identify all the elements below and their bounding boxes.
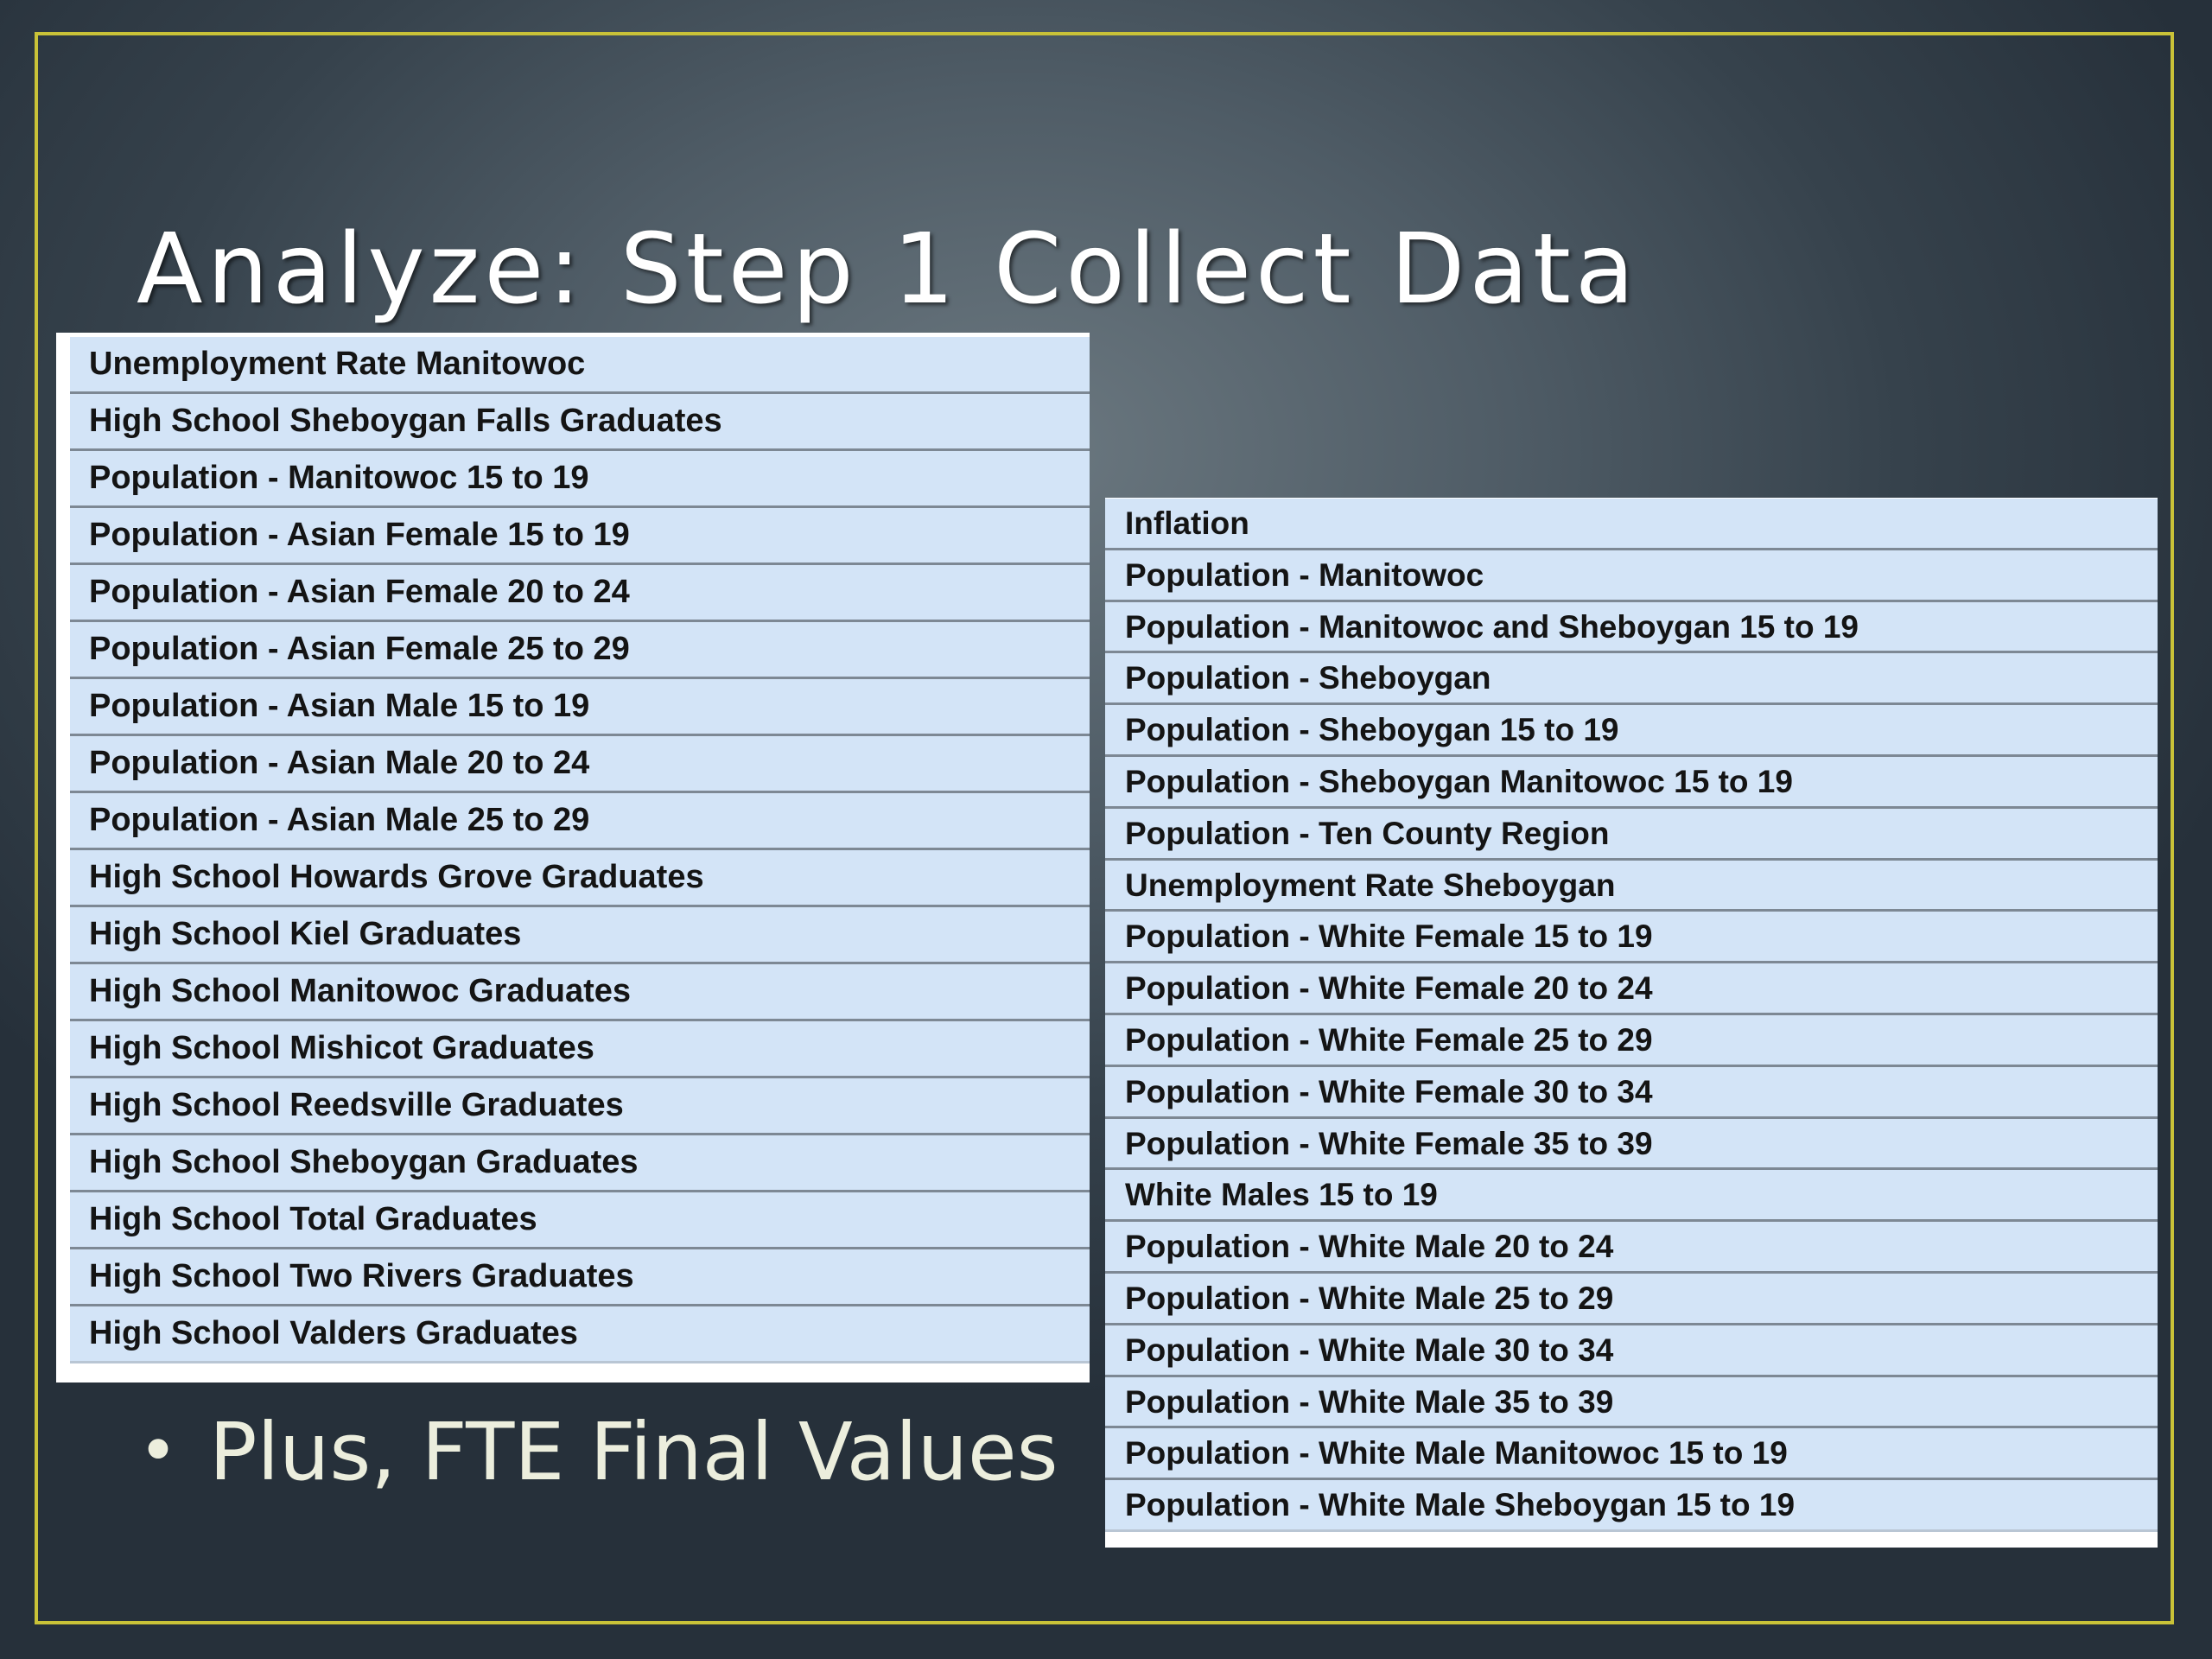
bullet-marker: • bbox=[138, 1413, 179, 1491]
list-item: Population - Manitowoc bbox=[1105, 550, 2158, 602]
list-item: Population - White Male 20 to 24 bbox=[1105, 1222, 2158, 1274]
list-item: Population - Sheboygan bbox=[1105, 653, 2158, 705]
list-item: Population - White Female 30 to 34 bbox=[1105, 1067, 2158, 1119]
list-item: High School Valders Graduates bbox=[70, 1306, 1090, 1363]
slide-title: Analyze: Step 1 Collect Data bbox=[137, 213, 1639, 326]
list-item: High School Manitowoc Graduates bbox=[70, 964, 1090, 1021]
list-item: Population - Ten County Region bbox=[1105, 809, 2158, 861]
list-item: Population - White Male 35 to 39 bbox=[1105, 1377, 2158, 1429]
list-item: White Males 15 to 19 bbox=[1105, 1170, 2158, 1222]
list-item: Population - White Female 15 to 19 bbox=[1105, 912, 2158, 963]
list-item: Population - White Male Sheboygan 15 to 19 bbox=[1105, 1480, 2158, 1532]
list-item: Population - Asian Male 20 to 24 bbox=[70, 736, 1090, 793]
list-item: Population - White Female 25 to 29 bbox=[1105, 1015, 2158, 1067]
list-item: Population - Asian Female 15 to 19 bbox=[70, 508, 1090, 565]
list-item: High School Two Rivers Graduates bbox=[70, 1249, 1090, 1306]
list-item: Population - White Male 30 to 34 bbox=[1105, 1325, 2158, 1377]
bullet-text: Plus, FTE Final Values bbox=[209, 1406, 1058, 1498]
list-item: High School Sheboygan Falls Graduates bbox=[70, 394, 1090, 451]
list-item: Population - Asian Male 25 to 29 bbox=[70, 793, 1090, 850]
list-item: Population - White Female 35 to 39 bbox=[1105, 1119, 2158, 1171]
list-item: Population - Sheboygan 15 to 19 bbox=[1105, 705, 2158, 757]
list-item: Population - White Female 20 to 24 bbox=[1105, 963, 2158, 1015]
list-item: Inflation bbox=[1105, 499, 2158, 550]
list-item: High School Kiel Graduates bbox=[70, 907, 1090, 964]
list-item: Population - Manitowoc and Sheboygan 15 to 19 bbox=[1105, 602, 2158, 654]
list-item: High School Howards Grove Graduates bbox=[70, 850, 1090, 907]
left-data-list bbox=[56, 333, 1090, 1382]
list-item: Population - Sheboygan Manitowoc 15 to 19 bbox=[1105, 757, 2158, 809]
list-item: High School Sheboygan Graduates bbox=[70, 1135, 1090, 1192]
list-item: Population - White Male 25 to 29 bbox=[1105, 1274, 2158, 1325]
bullet-point bbox=[138, 1400, 1058, 1504]
list-item: Population - Manitowoc 15 to 19 bbox=[70, 451, 1090, 508]
list-item: Population - White Male Manitowoc 15 to 19 bbox=[1105, 1428, 2158, 1480]
list-item: High School Mishicot Graduates bbox=[70, 1021, 1090, 1078]
list-item: Population - Asian Male 15 to 19 bbox=[70, 679, 1090, 736]
list-item: High School Reedsville Graduates bbox=[70, 1078, 1090, 1135]
list-item: Unemployment Rate Sheboygan bbox=[1105, 861, 2158, 912]
right-data-list bbox=[1105, 498, 2158, 1548]
list-item: Population - Asian Female 20 to 24 bbox=[70, 565, 1090, 622]
list-item: Unemployment Rate Manitowoc bbox=[70, 337, 1090, 394]
list-item: High School Total Graduates bbox=[70, 1192, 1090, 1249]
list-item: Population - Asian Female 25 to 29 bbox=[70, 622, 1090, 679]
